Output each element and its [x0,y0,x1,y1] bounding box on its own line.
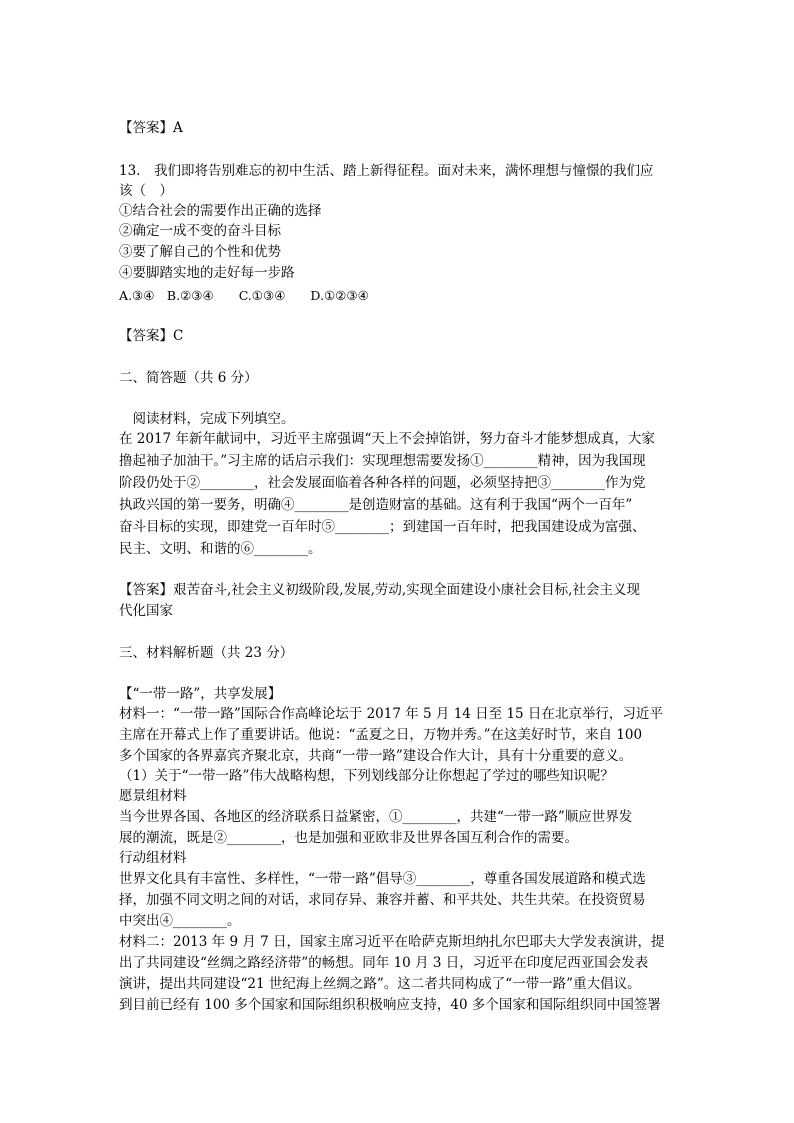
group2-line2: 择，加强不同文明之间的对话，求同存异、兼容并蓄、和平共处、共生共荣。在投资贸易 [119,892,646,908]
section2-title: 二、简答题（共 6 分） [119,370,258,386]
q13-choices: A.③④ B.②③④ C.①③④ D.①②③④ [119,288,369,303]
q13-answer: 【答案】C [119,328,184,344]
material2-line2: 出了共同建设“丝绸之路经济带”的畅想。同年 10 月 3 日，习近平在印度尼西亚国会发表 [119,955,649,971]
q13-line1: 13. 我们即将告别难忘的初中生活、踏上新得征程。面对未来，满怀理想与憧憬的我们应 [119,163,654,179]
group1-title: 愿景组材料 [119,788,187,804]
section2-answer-line2: 代化国家 [119,603,173,619]
section2-para-line5: 奋斗目标的实现，即建党一百年时⑤________；到建国一百年时，把我国建设成为富强、 [119,519,646,535]
group1-line1: 当今世界各国、各地区的经济联系日益紧密，①________，共建“一带一路”顺应世界发 [119,809,633,825]
question-1: （1）关于“一带一路”伟大战略构想，下列划线部分让你想起了学过的哪些知识呢？ [119,768,614,784]
section3-heading: 【“一带一路”，共享发展】 [119,686,282,702]
section2-para-line3: 阶段仍处于②________，社会发展面临着各种各样的问题，必须坚持把③________作为党 [119,475,646,491]
answer-12: 【答案】A [119,120,183,136]
section2-intro: 阅读材料，完成下列填空。 [119,411,295,427]
section2-answer-line1: 【答案】艰苦奋斗,社会主义初级阶段,发展,劳动,实现全面建设小康社会目标,社会主义现 [119,582,640,598]
q13-option-2: ②确定一成不变的奋斗目标 [119,223,281,239]
material2-line4: 到目前已经有 100 多个国家和国际组织积极响应支持，40 多个国家和国际组织同中国签署 [119,997,661,1013]
section2-para-line4: 执政兴国的第一要务，明确④________是创造财富的基础。这有利于我国“两个一百年” [119,497,633,513]
section2-para-line6: 民主、文明、和谐的⑥________。 [119,541,322,557]
q13-option-3: ③要了解自己的个性和优势 [119,244,281,260]
section2-para-line2: 撸起袖子加油干。”习主席的话启示我们：实现理想需要发扬①________精神，因为我国现 [119,453,646,469]
material1-line1: 材料一：“一带一路”国际合作高峰论坛于 2017 年 5 月 14 日至 15 日在北京举行，习近平 [119,706,663,722]
material2-line1: 材料二：2013 年 9 月 7 日，国家主席习近平在哈萨克斯坦纳扎尔巴耶夫大学发表演讲，提 [119,934,665,950]
group1-line2: 展的潮流，既是②________，也是加强和亚欧非及世界各国互利合作的需要。 [119,830,578,846]
material1-line2: 主席在开幕式上作了重要讲话。他说：“孟夏之日，万物并秀。”在这美好时节，来自 100 [119,727,643,743]
q13-line2: 该（ ） [119,183,173,199]
material1-line3: 多个国家的各界嘉宾齐聚北京，共商“一带一路”建设合作大计，具有十分重要的意义。 [119,748,633,764]
group2-title: 行动组材料 [119,850,187,866]
q13-option-1: ①结合社会的需要作出正确的选择 [119,203,322,219]
material2-line3: 演讲，提出共同建设“21 世纪海上丝绸之路”。这二者共同构成了“一带一路”重大倡议。 [119,976,641,992]
section3-title: 三、材料解析题（共 23 分） [119,645,294,661]
group2-line3: 中突出④________。 [119,913,241,929]
group2-line1: 世界文化具有丰富性、多样性，“一带一路”倡导③________，尊重各国发展道路和模式选 [119,871,646,887]
section2-para-line1: 在 2017 年新年献词中，习近平主席强调“天上不会掉馅饼，努力奋斗才能梦想成真，大家 [119,431,655,447]
q13-option-4: ④要脚踏实地的走好每一步路 [119,265,295,281]
